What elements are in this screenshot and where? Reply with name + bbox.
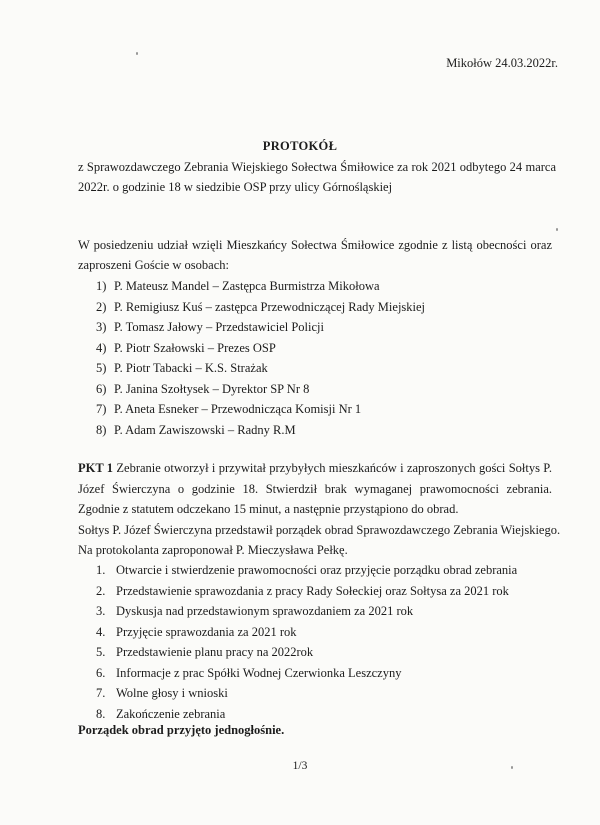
- list-item: 8. Zakończenie zebrania: [96, 706, 226, 721]
- attendee-list: [96, 276, 425, 440]
- list-item: 2) P. Remigiusz Kuś – zastępca Przewodniczącej Rady Miejskiej: [96, 299, 426, 314]
- list-item: 3. Dyskusja nad przedstawionym sprawozdaniem za 2021 rok: [96, 604, 414, 618]
- document-subtitle: z Sprawozdawczego Zebrania Wiejskiego Sołectwa Śmiłowice za rok 2021 odbytego 24 marca 2022r. o godzinie 18 w siedzibie OSP przy ulicy Górnośląskiej: [78, 160, 556, 194]
- list-item: 2. Przedstawienie sprawozdania z pracy Rady Sołeckiej oraz Sołtysa za 2021 rok: [96, 583, 509, 598]
- list-item: 8) P. Adam Zawiszowski – Radny R.M: [96, 422, 296, 437]
- list-item: 7. Wolne głosy i wnioski: [96, 686, 228, 700]
- pkt1-paragraph: [78, 458, 552, 520]
- agenda-intro: Sołtys P. Józef Świerczyna przedstawił porządek obrad Sprawozdawczego Zebrania Wiejskiego.: [78, 523, 561, 537]
- page-number: 1/3: [292, 760, 308, 772]
- list-item: 1) P. Mateusz Mandel – Zastępca Burmistrza Mikołowa: [96, 279, 380, 293]
- list-item: 4) P. Piotr Szałowski – Prezes OSP: [96, 340, 276, 355]
- list-item: 4. Przyjęcie sprawozdania za 2021 rok: [96, 624, 297, 639]
- scan-speck: [136, 52, 138, 55]
- list-item: 6. Informacje z prac Spółki Wodnej Czerwionka Leszczyny: [96, 665, 402, 680]
- pkt1-text: Zebranie otworzył i przywitał przybyłych mieszkańców i zaproszonych gości Sołtys P. Józef Świerczyna o godzinie 18. Stwierdził brak wymaganej prawomocności zebrania. Zgodnie z statutem odczekano 15 minut, a następnie przystąpiono do obrad.: [78, 461, 552, 516]
- document-title: PROTOKÓŁ: [262, 139, 338, 153]
- list-item: 5. Przedstawienie planu pracy na 2022rok: [96, 645, 314, 659]
- list-item: 7) P. Aneta Esneker – Przewodnicząca Komisji Nr 1: [96, 402, 362, 416]
- list-item: 5) P. Piotr Tabacki – K.S. Strażak: [96, 361, 268, 375]
- pkt1-label: PKT 1: [78, 461, 114, 475]
- recorder-line: Na protokolanta zaproponował P. Mieczysława Pełkę.: [78, 543, 348, 557]
- intro-line: W posiedzeniu udział wzięli Mieszkańcy Sołectwa Śmiłowice zgodnie z listą obecności oraz: [78, 238, 552, 252]
- list-item: 1. Otwarcie i stwierdzenie prawomocności oraz przyjęcie porządku obrad zebrania: [96, 563, 518, 577]
- agenda-list: [96, 560, 517, 724]
- closing-statement: Porządek obrad przyjęto jednogłośnie.: [78, 723, 285, 737]
- intro-line: zaproszeni Goście w osobach:: [78, 258, 229, 272]
- list-item: 3) P. Tomasz Jałowy – Przedstawiciel Policji: [96, 320, 324, 334]
- scan-speck: [556, 228, 558, 231]
- intro-paragraph: [78, 235, 552, 275]
- document-date: Mikołów 24.03.2022r.: [446, 56, 558, 70]
- list-item: 6) P. Janina Szołtysek – Dyrektor SP Nr 8: [96, 381, 310, 396]
